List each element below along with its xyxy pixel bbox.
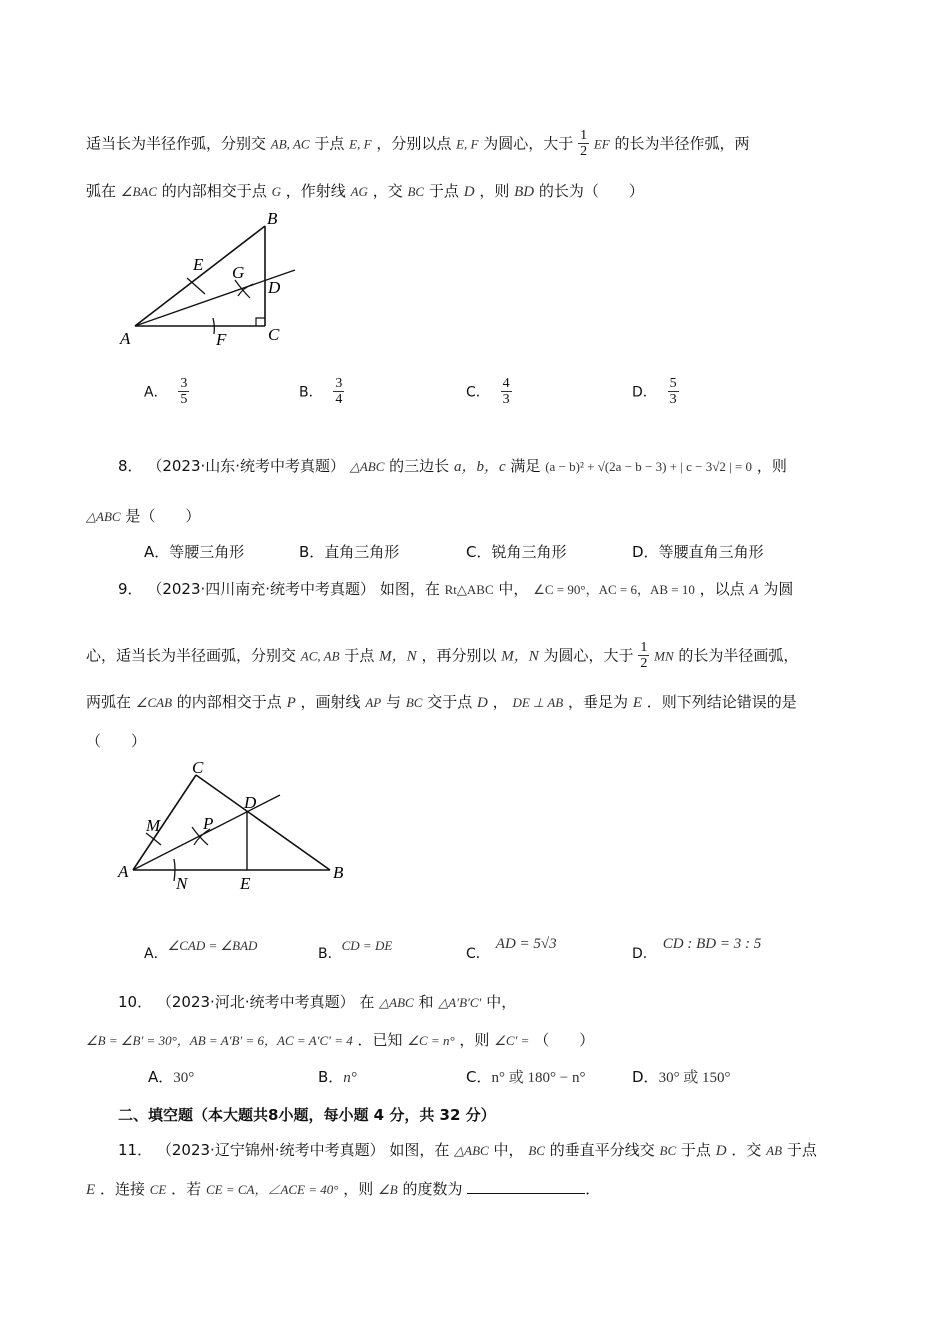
frac-den: 2 <box>640 656 648 672</box>
option-text: 30° <box>173 1070 195 1086</box>
text: ，则 <box>479 182 510 200</box>
math: ∠BAC <box>120 184 158 199</box>
option-text: CD = DE <box>341 938 393 953</box>
q11-line2 <box>86 1178 600 1199</box>
math: AG <box>350 184 368 199</box>
math: BC <box>405 695 423 710</box>
label-c: C <box>192 758 204 777</box>
option-fraction <box>501 376 512 408</box>
q8-option-a[interactable] <box>144 541 244 562</box>
math: △ABC <box>379 995 414 1010</box>
math: AB, AC <box>270 136 310 152</box>
option-label: D． <box>632 946 657 962</box>
text: 中， <box>493 1141 524 1159</box>
text: ．则下列结论错误的是 <box>646 693 797 711</box>
text: 弧在 <box>86 182 117 200</box>
q9-line2 <box>86 640 798 672</box>
text: ，分别以点 <box>376 134 452 153</box>
label-a: A <box>118 862 129 881</box>
text: （ ） <box>86 732 147 750</box>
q10-line2 <box>86 1029 594 1050</box>
question-source: （2023·辽宁锦州·统考中考真题） <box>156 1141 385 1159</box>
option-fraction <box>178 376 189 408</box>
math: A <box>749 582 759 598</box>
label-c: C <box>268 325 280 344</box>
math: △ABC <box>86 509 121 524</box>
math: DE ⊥ AB <box>512 695 564 710</box>
label-f: F <box>216 330 227 348</box>
q9-line4 <box>86 730 146 751</box>
text: ，再分别以 <box>421 646 497 665</box>
math: ∠B <box>378 1182 398 1197</box>
math: △A′B′C′ <box>438 995 482 1010</box>
q10-option-a[interactable] <box>148 1066 194 1087</box>
math: E <box>632 695 642 711</box>
label-d: D <box>244 793 257 812</box>
math: CE = CA，∠ACE = 40° <box>205 1182 339 1197</box>
text: ．已知 <box>357 1031 403 1049</box>
text: 如图，在 <box>389 1141 450 1159</box>
label-p: P <box>203 814 214 833</box>
q7-option-a[interactable] <box>144 376 189 408</box>
option-label: C． <box>466 1068 492 1086</box>
label-a: A <box>120 329 131 348</box>
question-number: 9． <box>118 580 143 598</box>
math: G <box>271 184 281 199</box>
q7-option-b[interactable] <box>299 376 344 408</box>
math: △ABC <box>349 459 385 474</box>
q9-stem <box>118 578 793 599</box>
section-heading <box>118 1104 496 1125</box>
math: D <box>463 184 475 200</box>
question-source: （2023·山东·统考中考真题） <box>147 457 346 475</box>
label-g: G <box>232 263 245 282</box>
frac-den: 3 <box>669 392 677 408</box>
option-fraction <box>668 376 679 408</box>
text: ，画射线 <box>300 693 361 711</box>
math: AC, AB <box>300 648 340 664</box>
math: ∠C = 90°，AC = 6，AB = 10 <box>533 582 695 597</box>
frac-num: 1 <box>640 640 648 655</box>
q9-figure <box>110 755 360 895</box>
text: 的垂直平分线交 <box>549 1141 655 1159</box>
side-cb <box>196 775 330 870</box>
text: ，以点 <box>699 580 745 598</box>
text: 心，适当长为半径画弧，分别交 <box>86 646 297 665</box>
q8-line2 <box>86 505 200 526</box>
q10-stem <box>118 991 516 1012</box>
q7-line1 <box>86 128 750 160</box>
label-e: E <box>240 874 251 893</box>
question-source: （2023·四川南充·统考中考真题） <box>147 580 376 598</box>
section-title: 二、填空题（本大题共 <box>118 1106 269 1124</box>
option-text: AD = 5√3 <box>495 936 557 952</box>
option-label: B． <box>318 946 342 962</box>
text: 为圆心，大于 <box>483 134 574 153</box>
fraction-half <box>578 128 589 160</box>
text: 如图，在 <box>379 580 440 598</box>
math: Rt△ABC <box>444 582 494 597</box>
text: （ ） <box>534 1031 595 1049</box>
frac-num: 4 <box>502 376 510 391</box>
text: 的三边长 <box>389 457 450 475</box>
option-label: B． <box>318 1068 344 1086</box>
math: M，N <box>379 648 417 665</box>
math: E <box>86 1182 96 1198</box>
frac-den: 2 <box>580 144 588 160</box>
option-label: C． <box>466 543 492 561</box>
label-b: B <box>267 209 278 228</box>
math: ∠C = n° <box>407 1033 455 1048</box>
math: a，b，c <box>453 459 506 475</box>
q8-option-d[interactable] <box>632 541 764 562</box>
text: 在 <box>359 993 375 1011</box>
frac-den: 3 <box>502 392 510 408</box>
question-source: （2023·河北·统考中考真题） <box>156 993 355 1011</box>
math: AP <box>365 695 382 710</box>
option-label: D． <box>632 1068 659 1086</box>
text: 为圆 <box>763 580 794 598</box>
math-condition: (a − b)² + √(2a − b − 3) + | c − 3√2 | = 0 <box>545 459 753 474</box>
arc-g1 <box>235 280 250 298</box>
text: 的长为半径作弧，两 <box>614 134 750 153</box>
q8-option-c[interactable] <box>466 541 567 562</box>
text: ．若 <box>171 1180 202 1198</box>
text: 于点 <box>344 646 375 665</box>
label-e: E <box>193 255 204 274</box>
text: 于点 <box>314 134 345 153</box>
text: 适当长为半径作弧，分别交 <box>86 134 267 153</box>
option-text: ∠CAD = ∠BAD <box>167 938 258 953</box>
math: E, F <box>456 136 479 152</box>
text: ．连接 <box>99 1180 145 1198</box>
text: 是（ ） <box>125 507 201 525</box>
text: ，则 <box>756 457 787 475</box>
option-text: n° 或 180° − n° <box>491 1070 586 1086</box>
math: P <box>286 695 296 711</box>
right-angle-mark <box>256 318 265 326</box>
text: 的度数为 <box>402 1180 463 1198</box>
math: CE <box>149 1182 167 1197</box>
label-b: B <box>333 863 344 882</box>
text: 的内部相交于点 <box>161 182 267 200</box>
q7-option-d[interactable] <box>632 376 679 408</box>
answer-blank[interactable] <box>467 1179 585 1194</box>
option-label: C． <box>466 946 490 962</box>
text: ．交 <box>731 1141 762 1159</box>
frac-den: 4 <box>335 392 343 408</box>
option-label: A． <box>144 384 168 401</box>
option-label: C． <box>466 384 490 401</box>
text: 为圆心，大于 <box>543 646 634 665</box>
frac-num: 3 <box>180 376 188 391</box>
option-label: A． <box>144 543 170 561</box>
option-text: CD : BD = 3 : 5 <box>662 936 762 952</box>
q10-option-d[interactable] <box>632 1066 731 1087</box>
option-label: D． <box>632 543 659 561</box>
q7-line2 <box>86 180 644 201</box>
text: 与 <box>386 693 402 711</box>
q10-option-b[interactable] <box>318 1066 357 1087</box>
text: 中， <box>498 580 529 598</box>
option-text: 直角三角形 <box>324 543 400 561</box>
option-text: 等腰三角形 <box>169 543 245 561</box>
q10-option-c[interactable] <box>466 1066 585 1087</box>
question-number: 11． <box>118 1141 153 1159</box>
text: 的长为（ ） <box>538 182 644 200</box>
text: 两弧在 <box>86 693 132 711</box>
text: 中， <box>486 993 517 1011</box>
q9-option-b[interactable] <box>318 935 393 962</box>
q8-stem <box>118 455 787 476</box>
option-label: A． <box>148 1068 174 1086</box>
text: ，垂足为 <box>568 693 629 711</box>
option-label: D． <box>632 384 657 401</box>
math: AB <box>766 1143 783 1158</box>
text: ． <box>585 1180 601 1198</box>
q9-option-d[interactable] <box>632 933 762 962</box>
frac-den: 5 <box>180 392 188 408</box>
option-text: 锐角三角形 <box>491 543 567 561</box>
math: BC <box>659 1143 677 1158</box>
text: 交于点 <box>427 693 473 711</box>
math: D <box>715 1143 727 1159</box>
q7-option-c[interactable] <box>466 376 512 408</box>
text: 于点 <box>786 1141 817 1159</box>
math: △ABC <box>454 1143 489 1158</box>
side-ac <box>133 775 196 870</box>
q9-option-a[interactable] <box>144 935 258 962</box>
math: BC <box>528 1143 545 1158</box>
q7-figure <box>110 208 310 348</box>
option-label: A． <box>144 946 168 962</box>
option-text: 等腰直角三角形 <box>658 543 764 561</box>
section-count: 8 <box>268 1106 279 1124</box>
math: E, F <box>349 136 372 152</box>
math: ∠B = ∠B′ = 30°，AB = A′B′ = 6，AC = A′C′ = 4 <box>86 1033 353 1048</box>
side-ab <box>135 226 265 326</box>
text: 满足 <box>510 457 541 475</box>
label-m: M <box>146 816 161 835</box>
text: 和 <box>418 993 434 1011</box>
text: 的长为半径画弧， <box>678 646 799 665</box>
math: ∠CAB <box>135 695 173 710</box>
fraction-half <box>638 640 649 672</box>
q8-option-b[interactable] <box>299 541 399 562</box>
math: ∠C′ = <box>494 1033 530 1048</box>
text: ，作射线 <box>285 182 346 200</box>
section-rest: 小题，每小题 4 分，共 32 分） <box>278 1106 496 1124</box>
text: ， <box>492 693 508 711</box>
q9-line3 <box>86 691 797 712</box>
text: ，交 <box>372 182 403 200</box>
arc-e <box>187 278 205 294</box>
math: M，N <box>501 648 539 665</box>
math: BD <box>514 184 535 200</box>
q9-option-c[interactable] <box>466 933 557 962</box>
math: D <box>477 695 488 711</box>
frac-num: 5 <box>669 376 677 391</box>
math: BC <box>407 184 425 199</box>
option-text: n° <box>343 1070 357 1086</box>
q11-stem <box>118 1139 817 1160</box>
text: 于点 <box>680 1141 711 1159</box>
option-label: B． <box>299 543 325 561</box>
option-text: 30° 或 150° <box>658 1070 731 1086</box>
label-d: D <box>268 278 281 297</box>
option-fraction <box>333 376 344 408</box>
math: EF <box>593 136 610 152</box>
math: MN <box>654 648 674 664</box>
frac-num: 3 <box>335 376 343 391</box>
frac-num: 1 <box>580 128 588 143</box>
text: 于点 <box>428 182 459 200</box>
text: ，则 <box>459 1031 490 1049</box>
text: 的内部相交于点 <box>176 693 282 711</box>
label-n: N <box>176 874 188 893</box>
option-label: B． <box>299 384 323 401</box>
question-number: 8． <box>118 457 143 475</box>
question-number: 10． <box>118 993 153 1011</box>
text: ，则 <box>343 1180 374 1198</box>
